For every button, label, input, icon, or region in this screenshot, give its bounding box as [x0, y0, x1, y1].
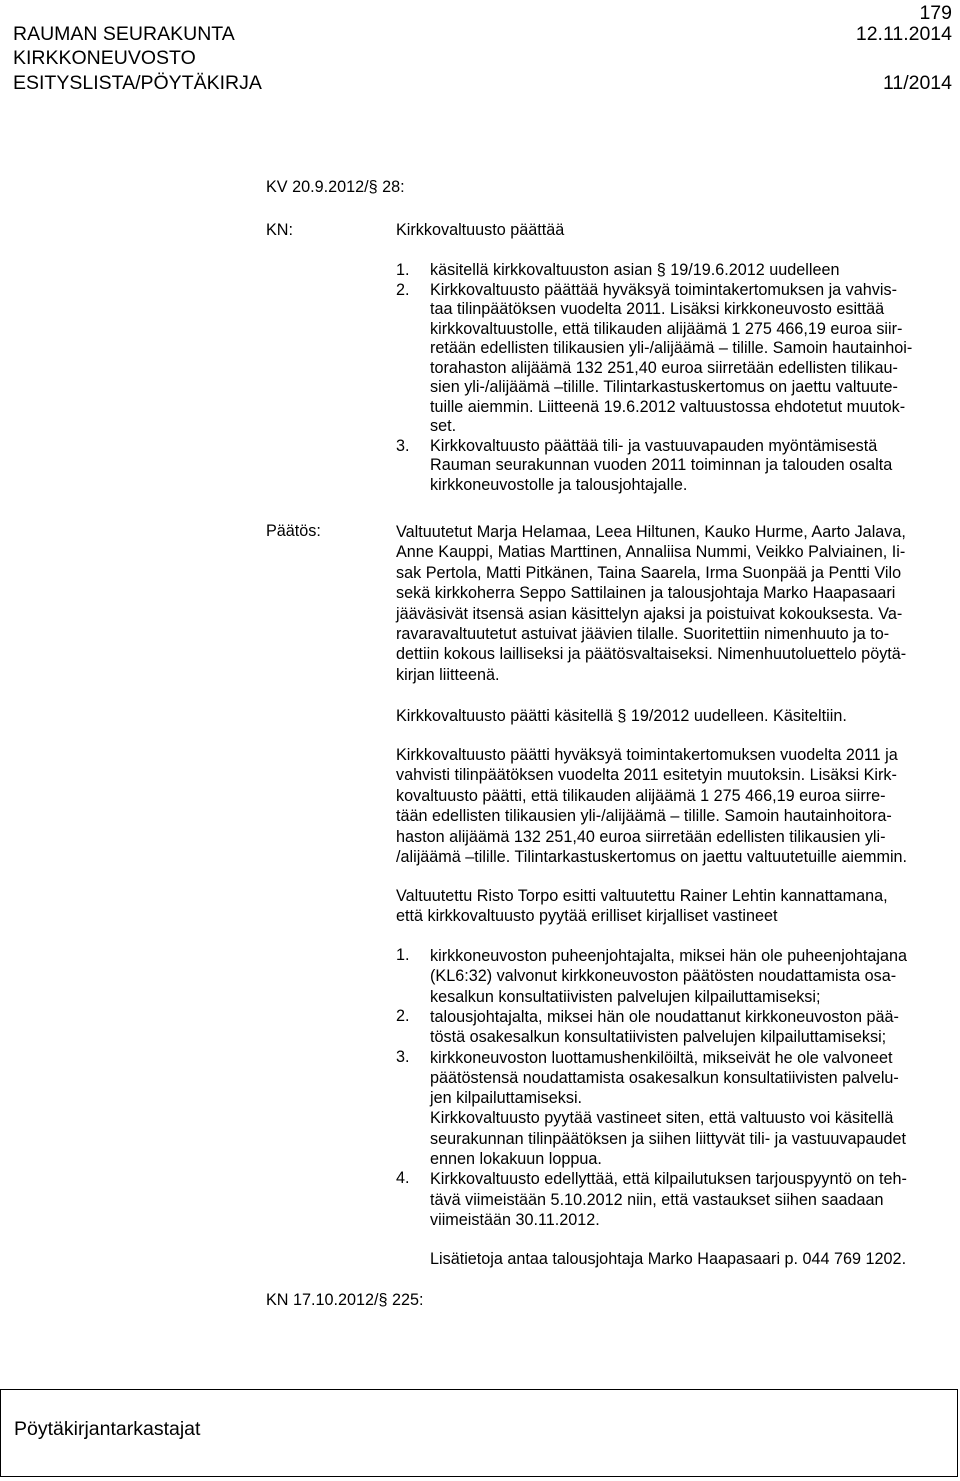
- list-number: 3.: [396, 1047, 410, 1066]
- kn-label: KN:: [266, 221, 293, 239]
- list-text: [430, 281, 912, 437]
- list-text-line: set.: [430, 417, 457, 435]
- list-number: 2.: [396, 1006, 410, 1025]
- paragraph-line: tään edellisten tilikausien yli-/alijäämä – tilille. Samoin hautainhoitora-: [396, 807, 892, 826]
- paragraph-line: dettiin kokous lailliseksi ja päätösvaltaiseksi. Nimenhuutoluettelo pöytä-: [396, 645, 907, 664]
- paragraph-line: Valtuutetut Marja Helamaa, Leea Hiltunen, Kauko Hurme, Aarto Jalava,: [396, 523, 906, 541]
- paragraph-line: haston alijäämä 132 251,40 euroa siirretään edellisten tilikausien yli-: [396, 827, 886, 846]
- list-text-line: kesalkun konsultatiivisten palvelujen kilpailuttamiseksi;: [430, 987, 821, 1006]
- paragraph-line: /alijäämä –tilille. Tilintarkastuskertomus on jaettu valtuutetuille aiemmin.: [396, 848, 908, 867]
- paragraph-line: Anne Kauppi, Matias Marttinen, Annaliisa Nummi, Veikko Palviainen, Ii-: [396, 543, 906, 562]
- paragraph-line: Kirkkovaltuusto päätti käsitellä § 19/2012 uudelleen. Käsiteltiin.: [396, 707, 847, 725]
- meeting-date: 12.11.2014: [855, 23, 952, 45]
- paatos-paragraph-1: [396, 522, 906, 685]
- list-text-line: kirkkoneuvoston puheenjohtajalta, miksei hän ole puheenjohtajana: [430, 947, 907, 965]
- body-name: KIRKKONEUVOSTO: [13, 47, 196, 69]
- list-text-line: kirkkovaltuustolle, että tilikauden alijäämä 1 275 466,19 euroa siir-: [430, 319, 903, 338]
- paragraph-line: sekä kirkkoherra Seppo Sattilainen ja talousjohtaja Marko Haapasaari: [396, 584, 896, 603]
- list-text-line: käsitellä kirkkovaltuuston asian § 19/19.6.2012 uudelleen: [430, 261, 840, 279]
- paatos-label: Päätös:: [266, 522, 321, 540]
- paragraph-line: kirjan liitteenä.: [396, 665, 500, 684]
- paragraph-line: jääväsivät itsensä asian käsittelyn ajaksi ja poistuivat kokouksesta. Va-: [396, 604, 903, 623]
- paragraph-line: Valtuutettu Risto Torpo esitti valtuutettu Rainer Lehtin kannattamana,: [396, 887, 888, 905]
- list-number: 1.: [396, 261, 410, 279]
- paragraph-line: Kirkkovaltuusto päätti hyväksyä toimintakertomuksen vuodelta 2011 ja: [396, 746, 898, 764]
- paatos-paragraph-3: [396, 745, 907, 867]
- paragraph-line: sak Pertola, Matti Pitkänen, Taina Saarela, Irma Suonpää ja Pentti Vilo: [396, 563, 902, 582]
- paatos-paragraph-4: [396, 886, 888, 927]
- list-text: [430, 437, 892, 496]
- list-text-line: Kirkkovaltuusto päättää tili- ja vastuuvapauden myöntämisestä: [430, 436, 878, 455]
- list-text-line: Kirkkovaltuusto edellyttää, että kilpailutuksen tarjouspyyntö on teh-: [430, 1170, 907, 1189]
- list-text-line: taa tilinpäätöksen vuodelta 2011. Lisäksi kirkkoneuvosto esittää: [430, 300, 885, 318]
- list-text-line: ennen lokakuun loppua.: [430, 1149, 602, 1168]
- list-text: [430, 1007, 899, 1048]
- list-text-line: Kirkkovaltuusto pyytää vastineet siten, että valtuusto voi käsitellä: [430, 1109, 894, 1128]
- paragraph-line: ravaravaltuutetut astuivat jäävien tilalle. Suoritettiin nimenhuuto ja to-: [396, 625, 890, 644]
- list-text-line: retään edellisten tilikausien yli-/alijäämä – tilille. Samoin hautainhoi-: [430, 339, 913, 357]
- list-text: [430, 1169, 907, 1230]
- page-number: 179: [919, 2, 952, 24]
- list-text-line: töstä osakesalkun konsultatiivisten palvelujen kilpailuttamiseksi;: [430, 1028, 887, 1047]
- list-number: 3.: [396, 436, 410, 455]
- list-text-line: Kirkkovaltuusto päättää hyväksyä toimintakertomuksen ja vahvis-: [430, 280, 897, 299]
- doc-type: ESITYSLISTA/PÖYTÄKIRJA: [13, 72, 262, 94]
- list-text-line: tuille aiemmin. Liitteenä 19.6.2012 valtuustossa ehdotetut muutok-: [430, 397, 906, 416]
- paatos-paragraph-2: [396, 706, 847, 726]
- list-text-line: seurakunnan tilinpäätöksen ja siihen liittyvät tili- ja vastuuvapaudet: [430, 1129, 907, 1148]
- list-text-line: Rauman seurakunnan vuoden 2011 toiminnan ja talouden osalta: [430, 456, 893, 474]
- list-number: 2.: [396, 280, 410, 299]
- kn-lead: Kirkkovaltuusto päättää: [396, 221, 565, 239]
- list-text-line: kirkkoneuvostolle ja talousjohtajalle.: [430, 475, 688, 494]
- org-name: RAUMAN SEURAKUNTA: [13, 23, 235, 45]
- list-number: 1.: [396, 946, 410, 964]
- paragraph-line: kovaltuusto päätti, että tilikauden alijäämä 1 275 466,19 euroa siirre-: [396, 786, 886, 805]
- kn-reference: KN 17.10.2012/§ 225:: [266, 1291, 424, 1309]
- list-text-line: päätöstensä noudattamista osakesalkun konsultatiivisten palvelu-: [430, 1068, 899, 1087]
- list-text-line: tävä viimeistään 5.10.2012 niin, että vastaukset siihen saadaan: [430, 1190, 884, 1209]
- list-text-line: (KL6:32) valvonut kirkkoneuvoston päätösten noudattamista osa-: [430, 967, 897, 986]
- footer-label: Pöytäkirjantarkastajat: [14, 1418, 201, 1440]
- list-number: 4.: [396, 1169, 410, 1188]
- issue-number: 11/2014: [882, 72, 952, 94]
- list-text-line: sien yli-/alijäämä –tilille. Tilintarkastuskertomus on jaettu valtuute-: [430, 378, 898, 396]
- list-text-line: torahaston alijäämä 132 251,40 euroa siirretään edellisten tilikau-: [430, 358, 898, 377]
- contact-info: Lisätietoja antaa talousjohtaja Marko Haapasaari p. 044 769 1202.: [430, 1250, 907, 1268]
- list-text-line: talousjohtajalta, miksei hän ole noudattanut kirkkoneuvoston pää-: [430, 1007, 899, 1026]
- paragraph-line: vahvisti tilinpäätöksen vuodelta 2011 esitetyin muutoksin. Lisäksi Kirk-: [396, 766, 897, 785]
- list-text: [430, 1048, 906, 1170]
- list-text-line: viimeistään 30.11.2012.: [430, 1210, 600, 1229]
- list-text-line: kirkkoneuvoston luottamushenkilöiltä, mikseivät he ole valvoneet: [430, 1048, 893, 1067]
- kv-reference: KV 20.9.2012/§ 28:: [266, 178, 405, 196]
- list-text: [430, 946, 907, 1007]
- list-text: [430, 261, 839, 281]
- paragraph-line: että kirkkovaltuusto pyytää erilliset kirjalliset vastineet: [396, 907, 778, 926]
- list-text-line: jen kilpailuttamiseksi.: [430, 1089, 583, 1108]
